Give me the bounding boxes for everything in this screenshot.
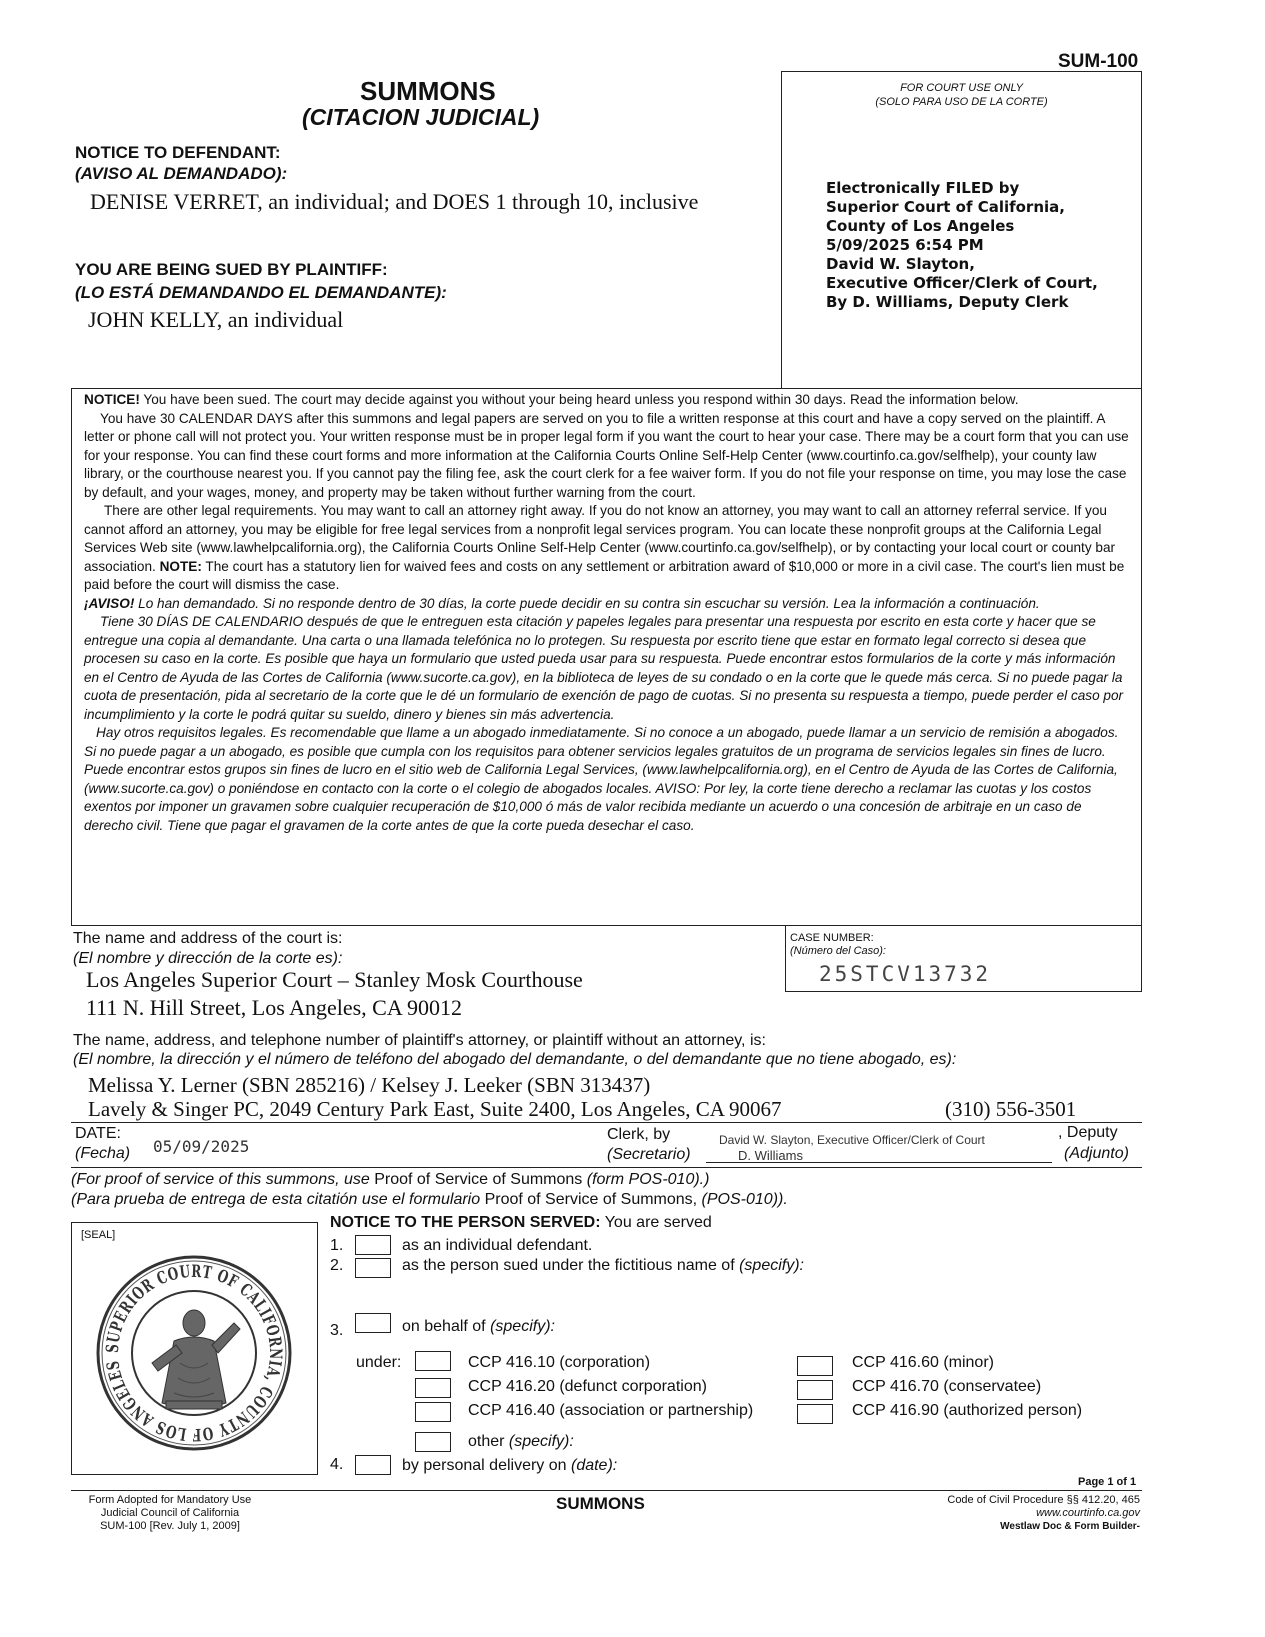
proof-text: (Para prueba de entrega de esta citatión use el formulario xyxy=(71,1191,485,1208)
page-number: Page 1 of 1 xyxy=(1078,1476,1137,1488)
court-seal-icon xyxy=(94,1253,294,1453)
page-title-es: (CITACION JUDICIAL) xyxy=(302,104,540,130)
deputy-label-es: (Adjunto) xyxy=(1064,1145,1129,1162)
filed-stamp-line: Electronically FILED by xyxy=(826,179,1020,197)
ccp-option-label: CCP 416.40 (association or partnership) xyxy=(468,1402,754,1419)
item-text-es: (specify): xyxy=(490,1318,555,1335)
attorney-names: Melissa Y. Lerner (SBN 285216) / Kelsey J. Leeker (SBN 313437) xyxy=(88,1073,651,1097)
court-use-box xyxy=(781,71,1142,389)
notice-text: There are other legal requirements. You may want to call an attorney right away. If you do not know an attorney, you may want to call an attorney referral service. If you cannot afford an attorney, you may be eligible for free legal services from a nonprofit legal services program. You can locate these nonprofit groups at the California Legal Services Web site (www.lawhelpcalifornia.org), the California Courts Online Self-Help Center (www.courtinfo.ca.gov/selfhelp), or by contacting your local court or county bar association. xyxy=(84,503,1116,574)
date-row-top-rule xyxy=(71,1122,1142,1123)
checkbox-personal-delivery[interactable] xyxy=(355,1455,391,1475)
filed-stamp-line: 5/09/2025 6:54 PM xyxy=(826,236,984,254)
notice-paragraph xyxy=(84,502,1131,595)
notice-note-label: NOTE: xyxy=(159,558,202,574)
ccp-option-label: CCP 416.90 (authorized person) xyxy=(852,1402,1083,1419)
plaintiff-label-es: (LO ESTÁ DEMANDANDO EL DEMANDANTE): xyxy=(75,283,447,302)
court-use-label-es: (SOLO PARA USO DE LA CORTE) xyxy=(875,96,1048,108)
footer-left-line: SUM-100 [Rev. July 1, 2009] xyxy=(100,1520,240,1532)
deputy-label: , Deputy xyxy=(1058,1124,1118,1141)
checkbox-on-behalf[interactable] xyxy=(355,1313,391,1333)
clerk-signature-line xyxy=(706,1162,1052,1163)
checkbox-individual[interactable] xyxy=(355,1235,391,1255)
footer-right-line: Westlaw Doc & Form Builder- xyxy=(1000,1521,1140,1532)
checkbox-ccp-416-70[interactable] xyxy=(797,1380,833,1400)
other-label xyxy=(468,1433,574,1451)
filed-stamp-line: County of Los Angeles xyxy=(826,217,1015,235)
footer-right xyxy=(890,1494,1140,1533)
item-fictitious-label xyxy=(402,1257,804,1275)
under-label: under: xyxy=(356,1354,402,1371)
attorney-address: Lavely & Singer PC, 2049 Century Park East, Suite 2400, Los Angeles, CA 90067 xyxy=(88,1097,782,1121)
plaintiff-label: YOU ARE BEING SUED BY PLAINTIFF: xyxy=(75,260,388,279)
case-number-label: CASE NUMBER: xyxy=(790,932,874,944)
date-label-es: (Fecha) xyxy=(75,1145,131,1162)
proof-text: (form POS-010).) xyxy=(582,1171,710,1188)
filed-stamp-line: David W. Slayton, xyxy=(826,255,975,273)
notice-heading: NOTICE! xyxy=(84,392,140,407)
court-label: The name and address of the court is: xyxy=(73,930,343,947)
notice-box xyxy=(71,388,1142,926)
clerk-label-es: (Secretario) xyxy=(607,1146,691,1163)
aviso-heading: ¡AVISO! xyxy=(84,595,135,611)
served-title xyxy=(330,1214,712,1232)
footer-left xyxy=(70,1494,270,1533)
proof-text: (POS-010)). xyxy=(697,1191,788,1208)
form-code: SUM-100 xyxy=(1058,51,1139,72)
attorney-label-es: (El nombre, la dirección y el número de teléfono del abogado del demandante, o del demandante que no tiene abogado, es): xyxy=(73,1051,957,1068)
case-number-box xyxy=(785,925,1142,992)
ccp-option-label: CCP 416.70 (conservatee) xyxy=(852,1378,1042,1395)
notice-text: The court has a statutory lien for waived fees and costs on any settlement or arbitration award of $10,000 or more in a civil case. The court's lien must be paid before the court will dismiss the case. xyxy=(84,558,1125,592)
filed-stamp-line: Superior Court of California, xyxy=(826,198,1065,216)
plaintiff-name: JOHN KELLY, an individual xyxy=(88,307,344,332)
proof-form-name: Proof of Service of Summons xyxy=(374,1171,583,1188)
notice-paragraph: Tiene 30 DÍAS DE CALENDARIO después de que le entreguen esta citación y papeles legales para presentar una respuesta por escrito en esta corte y hacer que se entregue una copia al demandante. Una carta o una llamada telefónica no lo protegen. Su respuesta por escrito tiene que estar en formato legal correcto si desea que procesen su caso en la corte. Es posible que haya un formulario que usted pueda usar para su respuesta. Puede encontrar estos formularios de la corte y más información en el Centro de Ayuda de las Cortes de California (www.sucorte.ca.gov), en la biblioteca de leyes de su condado o en la corte que le quede más cerca. Si no puede pagar la cuota de presentación, pida al secretario de la corte que le dé un formulario de exención de pago de cuotas. Si no presenta su respuesta a tiempo, puede perder el caso por incumplimiento y la corte le podrá quitar su sueldo, dinero y bienes sin más advertencia. xyxy=(84,614,1124,722)
notice-paragraph: You have 30 CALENDAR DAYS after this summons and legal papers are served on you to file a written response at this court and have a copy served on the plaintiff. A letter or phone call will not protect you. Your written response must be in proper legal form if you want the court to hear your case. There may be a court form that you can use for your response. You can find these court forms and more information at the California Courts Online Self-Help Center (www.courtinfo.ca.gov/selfhelp), your county law library, or the courthouse nearest you. If you cannot pay the filing fee, ask the court clerk for a fee waiver form. If you do not file your response on time, you may lose the case by default, and your wages, money, and property may be taken without further warning from the court. xyxy=(84,410,1129,500)
item-text-es: (specify): xyxy=(739,1257,804,1274)
item-text: by personal delivery on xyxy=(402,1457,571,1474)
checkbox-ccp-416-40[interactable] xyxy=(415,1402,451,1422)
checkbox-ccp-416-20[interactable] xyxy=(415,1378,451,1398)
seal-label: [SEAL] xyxy=(81,1229,116,1241)
clerk-label: Clerk, by xyxy=(607,1126,671,1143)
seal-text: SUPERIOR COURT OF CALIFORNIA, COUNTY OF LOS ANGELES xyxy=(102,1261,286,1445)
item-number: 3. xyxy=(330,1322,344,1339)
notice-paragraph: Hay otros requisitos legales. Es recomendable que llame a un abogado inmediatamente. Si no conoce a un abogado, puede llamar a un servicio de remisión a abogados. Si no puede pagar a un abogado, es posible que cumpla con los requisitos para obtener servicios legales gratuitos de un programa de servicios legales sin fines de lucro. Puede encontrar estos grupos sin fines de lucro en el sitio web de California Legal Services, (www.lawhelpcalifornia.org), en el Centro de Ayuda de las Cortes de California, (www.sucorte.ca.gov) o poniéndose en contacto con la corte o el colegio de abogados locales. AVISO: Por ley, la corte tiene derecho a reclamar las cuotas y los costos exentos por imponer un gravamen sobre cualquier recuperación de $10,000 ó más de valor recibida mediante un acuerdo o una concesión de arbitraje en un caso de derecho civil. Tiene que pagar el gravamen de la corte antes de que la corte pueda desechar el caso. xyxy=(84,725,1119,833)
court-address: 111 N. Hill Street, Los Angeles, CA 90012 xyxy=(86,995,463,1020)
item-text-es: (date): xyxy=(570,1457,618,1474)
case-number: 25STCV13732 xyxy=(819,962,992,986)
checkbox-ccp-416-90[interactable] xyxy=(797,1404,833,1424)
ccp-option-label: CCP 416.60 (minor) xyxy=(852,1354,994,1371)
notice-paragraph xyxy=(84,595,1131,614)
proof-form-name: Proof of Service of Summons, xyxy=(484,1191,698,1208)
defendant-name: DENISE VERRET, an individual; and DOES 1 through 10, inclusive xyxy=(90,189,699,214)
footer-left-line: Judicial Council of California xyxy=(100,1507,240,1519)
notice-paragraph xyxy=(84,391,1131,410)
item-personal-delivery-label xyxy=(402,1457,617,1475)
item-text-es: (specify): xyxy=(508,1433,574,1450)
item-number: 1. xyxy=(330,1237,344,1254)
item-text: on behalf of xyxy=(402,1318,491,1335)
filed-stamp xyxy=(826,179,1098,312)
defendant-label: NOTICE TO DEFENDANT: xyxy=(75,143,281,162)
proof-line-es xyxy=(71,1191,788,1209)
court-name: Los Angeles Superior Court – Stanley Mosk Courthouse xyxy=(86,967,583,992)
checkbox-fictitious-name[interactable] xyxy=(355,1258,391,1278)
notice-text: Lo han demandado. Si no responde dentro de 30 días, la corte puede decidir en su contra sin escuchar su versión. Lea la información a continuación. xyxy=(134,595,1040,611)
case-number-label-es: (Número del Caso): xyxy=(790,945,886,957)
filed-stamp-line: By D. Williams, Deputy Clerk xyxy=(826,293,1069,311)
checkbox-other[interactable] xyxy=(415,1432,451,1452)
item-on-behalf-label xyxy=(402,1318,555,1336)
proof-line xyxy=(71,1171,709,1189)
served-heading-rest: You are served xyxy=(600,1214,712,1231)
court-label-es: (El nombre y dirección de la corte es): xyxy=(73,950,343,967)
page-title: SUMMONS xyxy=(360,76,496,106)
attorney-phone: (310) 556-3501 xyxy=(945,1097,1077,1121)
seal-box xyxy=(71,1222,318,1475)
ccp-option-label: CCP 416.10 (corporation) xyxy=(468,1354,651,1371)
served-heading: NOTICE TO THE PERSON SERVED: xyxy=(330,1214,601,1231)
footer-title: SUMMONS xyxy=(556,1494,645,1513)
item-individual-label: as an individual defendant. xyxy=(402,1237,593,1254)
footer-rule xyxy=(71,1490,1142,1491)
notice-text: You have been sued. The court may decide against you without your being heard unless you respond within 30 days. Read the information below. xyxy=(139,392,1019,407)
clerk-officer: David W. Slayton, Executive Officer/Clerk of Court xyxy=(719,1133,985,1147)
ccp-option-label: CCP 416.20 (defunct corporation) xyxy=(468,1378,707,1395)
court-use-label: FOR COURT USE ONLY xyxy=(900,82,1023,94)
item-number: 2. xyxy=(330,1257,344,1274)
attorney-label: The name, address, and telephone number of plaintiff's attorney, or plaintiff without an attorney, is: xyxy=(73,1032,766,1049)
footer-left-line: Form Adopted for Mandatory Use xyxy=(88,1494,252,1506)
footer-right-line: www.courtinfo.ca.gov xyxy=(1036,1507,1140,1519)
checkbox-ccp-416-10[interactable] xyxy=(415,1351,451,1371)
footer-right-line: Code of Civil Procedure §§ 412.20, 465 xyxy=(947,1494,1140,1506)
item-text: other xyxy=(468,1433,509,1450)
date-value: 05/09/2025 xyxy=(153,1137,250,1156)
proof-text: (For proof of service of this summons, use xyxy=(71,1171,375,1188)
clerk-name: D. Williams xyxy=(738,1148,803,1163)
item-number: 4. xyxy=(330,1456,344,1473)
defendant-label-es: (AVISO AL DEMANDADO): xyxy=(75,164,288,183)
date-label: DATE: xyxy=(75,1125,121,1142)
item-text: as the person sued under the fictitious name of xyxy=(402,1257,740,1274)
date-row-bottom-rule xyxy=(71,1167,1142,1168)
checkbox-ccp-416-60[interactable] xyxy=(797,1356,833,1376)
filed-stamp-line: Executive Officer/Clerk of Court, xyxy=(826,274,1098,292)
